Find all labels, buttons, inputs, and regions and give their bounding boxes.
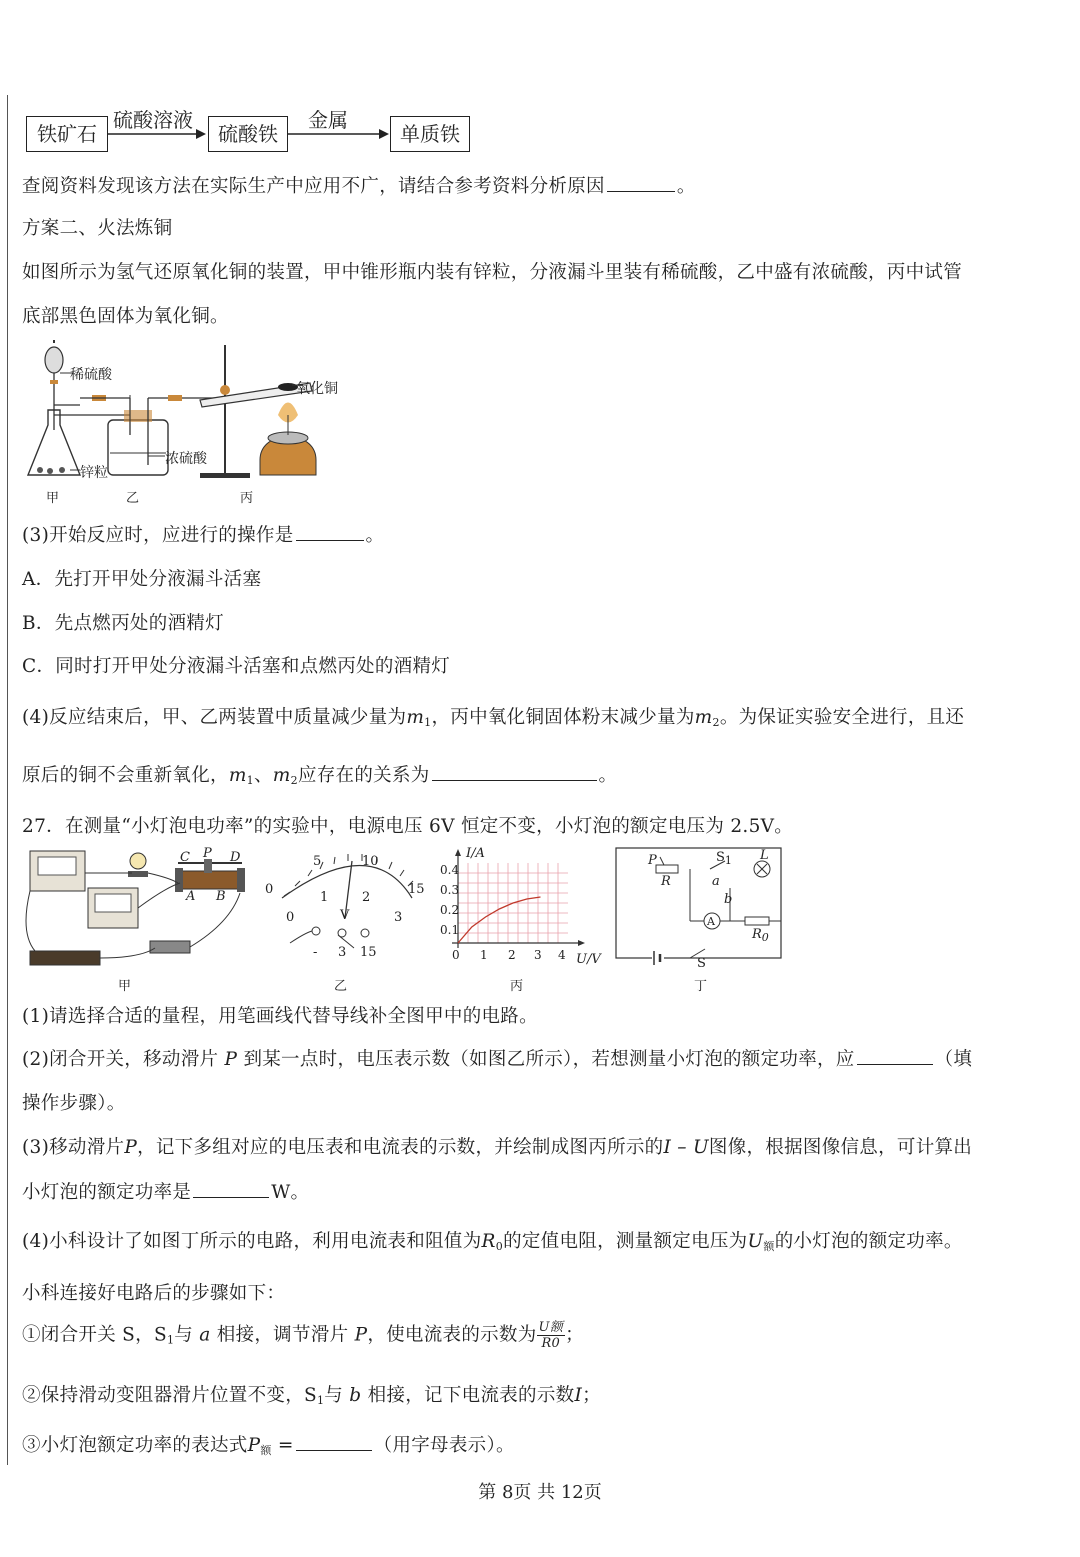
q4b-text: 原后的铜不会重新氧化，	[22, 765, 229, 786]
caption-bing-1: 丙	[240, 491, 254, 506]
q4b-m1: m	[228, 765, 247, 786]
graph-y-tick-03: 0.3	[440, 883, 460, 897]
apparatus-figure	[20, 335, 360, 510]
graph-x-tick-4: 4	[558, 948, 566, 962]
question-4-line-1: (4)反应结束后，甲、乙两装置中质量减少量为$m_1$，丙中氧化铜固体粉末减少量为$m_2$。为保证实验安全进行，且还	[22, 707, 965, 729]
circ-label-r: R	[661, 874, 671, 889]
s2-b: b	[349, 1385, 362, 1406]
blank-1	[607, 190, 675, 192]
s1-mid3: ，使电流表的示数为	[367, 1324, 537, 1346]
volt-tick-1-bottom: 1	[320, 890, 329, 905]
setup-label-a: A	[186, 889, 196, 904]
p4-mid: 的定值电阻，测量额定电压为	[503, 1231, 748, 1252]
question-3	[22, 521, 384, 547]
s1-a: a	[199, 1324, 211, 1346]
graph-x-tick-0: 0	[452, 948, 460, 962]
circ-label-l: L	[760, 848, 769, 863]
volt-tick-0-bottom: 0	[286, 910, 295, 925]
s2-mid2: 相接，记下电流表的示数	[367, 1385, 575, 1406]
circ-label-s1: $S_1$	[716, 850, 732, 867]
label-dilute-acid: 稀硫酸	[70, 367, 112, 383]
volt-terminal-neg: -	[313, 945, 318, 960]
label-copper-oxide: 氧化铜	[296, 381, 338, 397]
q4b-mid: 应存在的关系为	[297, 765, 430, 786]
caption-yi-2: 乙	[334, 979, 348, 994]
text-period: 。	[676, 176, 696, 197]
p3-iu: I – U	[663, 1137, 709, 1158]
option-b: B．先点燃丙处的酒精灯	[22, 613, 224, 634]
s1-pre: ①闭合开关 S，S	[22, 1324, 167, 1346]
s3-p: P	[247, 1435, 261, 1456]
step-2: ②保持滑动变阻器滑片位置不变，$S_1$与 b 相接，记下电流表的示数I；	[22, 1385, 601, 1407]
q3-end: 。	[365, 525, 385, 546]
graph-y-tick-02: 0.2	[440, 903, 460, 917]
blank-s3	[296, 1449, 372, 1451]
caption-yi-1: 乙	[126, 491, 140, 506]
flow-arrows	[0, 0, 480, 160]
graph-x-tick-2: 2	[508, 948, 516, 962]
volt-tick-10-top: 10	[362, 854, 379, 869]
page-footer: 第 8页 共 12页	[478, 1482, 602, 1503]
label-zinc: 锌粒	[80, 465, 108, 481]
p4-u: U	[747, 1231, 764, 1252]
p4-u-sub: 额	[763, 1240, 775, 1253]
circ-label-b: b	[724, 892, 733, 907]
graph-y-tick-01: 0.1	[440, 923, 460, 937]
setup-label-d: D	[230, 850, 241, 865]
volt-tick-2-bottom: 2	[362, 890, 371, 905]
graph-y-label: I/A	[466, 846, 485, 861]
p4-pre: (4)小科设计了如图丁所示的电路，利用电流表和阻值为	[22, 1231, 482, 1252]
volt-tick-0-top: 0	[265, 882, 274, 897]
q4a-end: 。为保证实验安全进行，且还	[719, 707, 965, 728]
setup-label-p: P	[203, 846, 212, 861]
s1-end: ；	[565, 1324, 584, 1346]
part-5: 小科连接好电路后的步骤如下：	[22, 1283, 286, 1304]
flow-box-iron: 单质铁	[390, 116, 470, 152]
s1-fraction: $\frac{\text{U额}}{R0}$	[538, 1320, 564, 1351]
s2-i: I	[574, 1385, 583, 1406]
q4b-m2: m	[272, 765, 291, 786]
label-conc-acid: 浓硫酸	[165, 451, 207, 467]
text-reason: 查阅资料发现该方法在实际生产中应用不广，请结合参考资料分析原因	[22, 176, 605, 197]
flow-box-sulfate: 硫酸铁	[208, 116, 288, 152]
caption-jia-2: 甲	[118, 979, 132, 994]
part-3-line-1	[22, 1133, 972, 1159]
q4a-m2: m	[694, 707, 713, 728]
text-line-4: 底部黑色固体为氧化铜。	[22, 306, 229, 327]
p3-text: ，记下多组对应的电压表和电流表的示数，并绘制成图丙所示的	[137, 1137, 664, 1158]
setup-label-c: C	[180, 850, 190, 865]
p4-end: 的小灯泡的额定功率。	[774, 1231, 963, 1252]
volt-tick-5-top: 5	[313, 854, 322, 869]
graph-x-label: U/V	[576, 952, 601, 967]
s3-p-sub: 额	[260, 1444, 272, 1457]
circ-label-s: S	[697, 956, 706, 971]
setup-label-b: B	[216, 889, 226, 904]
p3b-text: 小灯泡的额定功率是	[22, 1182, 192, 1203]
blank-q3	[296, 539, 364, 541]
question-27: 27．在测量“小灯泡电功率”的实验中，电源电压 6V 恒定不变，小灯泡的额定电压为 2.5V。	[22, 816, 794, 837]
text-line-2: 方案二、火法炼铜	[22, 218, 173, 239]
graph-x-tick-1: 1	[480, 948, 488, 962]
part-4: (4)小科设计了如图丁所示的电路，利用电流表和阻值为$R_0$的定值电阻，测量额定电压为$U_额$的小灯泡的额定功率。	[22, 1231, 963, 1253]
circ-label-ammeter: A	[707, 915, 715, 928]
q4a-mid: ，丙中氧化铜固体粉末减少量为	[431, 707, 695, 728]
blank-p3	[193, 1196, 269, 1198]
part-1: (1)请选择合适的量程，用笔画线代替导线补全图甲中的电路。	[22, 1006, 538, 1027]
p4-r: R	[481, 1231, 496, 1252]
question-4-line-2: 原后的铜不会重新氧化，$m_1$、$m_2$应存在的关系为 。	[22, 765, 618, 787]
caption-jia-1: 甲	[46, 491, 60, 506]
p2-end: （填	[934, 1049, 973, 1070]
s3-end: （用字母表示）。	[373, 1435, 515, 1456]
blank-p2	[857, 1063, 933, 1065]
volt-tick-15-top: 15	[408, 882, 425, 897]
option-c: C．同时打开甲处分液漏斗活塞和点燃丙处的酒精灯	[22, 656, 451, 677]
s2-mid: 与	[324, 1385, 344, 1406]
s1-mid: 与	[174, 1324, 194, 1346]
volt-unit: V	[340, 908, 350, 923]
p2-p: P	[224, 1049, 238, 1070]
s2-end: ；	[582, 1385, 601, 1406]
volt-terminal-3: 3	[338, 945, 347, 960]
text-line-3: 如图所示为氢气还原氧化铜的装置，甲中锥形瓶内装有锌粒，分液漏斗里装有稀硫酸，乙中盛有浓硫酸，丙中试管	[22, 262, 963, 283]
text-line-1	[22, 172, 696, 198]
q4a-text: (4)反应结束后，甲、乙两装置中质量减少量为	[22, 707, 407, 728]
part-2-line-2: 操作步骤）。	[22, 1093, 126, 1114]
circ-label-p: P	[648, 853, 657, 868]
circ-label-r0: $R_0$	[752, 927, 769, 944]
p3-p: P	[124, 1137, 138, 1158]
q4a-m1: m	[406, 707, 425, 728]
s1-mid2: 相接，调节滑片	[216, 1324, 349, 1346]
q4b-end: 。	[598, 765, 618, 786]
margin-line	[7, 95, 8, 1465]
step-1: ①闭合开关 S，$S_1$与 a 相接，调节滑片 P，使电流表的示数为 $\frac{\text{U额}}{R0}$ ；	[22, 1320, 584, 1351]
circuit-figure	[20, 843, 800, 993]
flow-arrow1-label: 硫酸溶液	[113, 108, 193, 132]
s2-pre: ②保持滑动变阻器滑片位置不变，S	[22, 1385, 317, 1406]
step-3	[22, 1431, 515, 1458]
volt-terminal-15: 15	[360, 945, 377, 960]
caption-ding-2: 丁	[694, 979, 708, 994]
part-2-line-1	[22, 1045, 972, 1071]
s3-pre: ③小灯泡额定功率的表达式	[22, 1435, 248, 1456]
p2-pre: (2)闭合开关，移动滑片	[22, 1049, 219, 1070]
graph-y-tick-04: 0.4	[440, 863, 460, 877]
option-a: A．先打开甲处分液漏斗活塞	[22, 569, 262, 590]
p3-end: 图像，根据图像信息，可计算出	[708, 1137, 973, 1158]
p3b-end: W。	[271, 1182, 310, 1203]
flow-box-ore: 铁矿石	[26, 116, 108, 152]
q3-text: (3)开始反应时，应进行的操作是	[22, 525, 294, 546]
circ-label-a: a	[712, 874, 720, 889]
s3-eq: =	[271, 1435, 294, 1456]
blank-q4	[432, 779, 597, 781]
s1-p: P	[354, 1324, 368, 1346]
q4b-sep: 、	[253, 765, 273, 786]
caption-bing-2: 丙	[510, 979, 524, 994]
part-3-line-2	[22, 1178, 309, 1204]
volt-tick-3-bottom: 3	[394, 910, 403, 925]
graph-x-tick-3: 3	[534, 948, 542, 962]
p3-pre: (3)移动滑片	[22, 1137, 125, 1158]
flow-arrow2-label: 金属	[308, 108, 348, 132]
p2-text: 到某一点时，电压表示数（如图乙所示），若想测量小灯泡的额定功率，应	[243, 1049, 855, 1070]
